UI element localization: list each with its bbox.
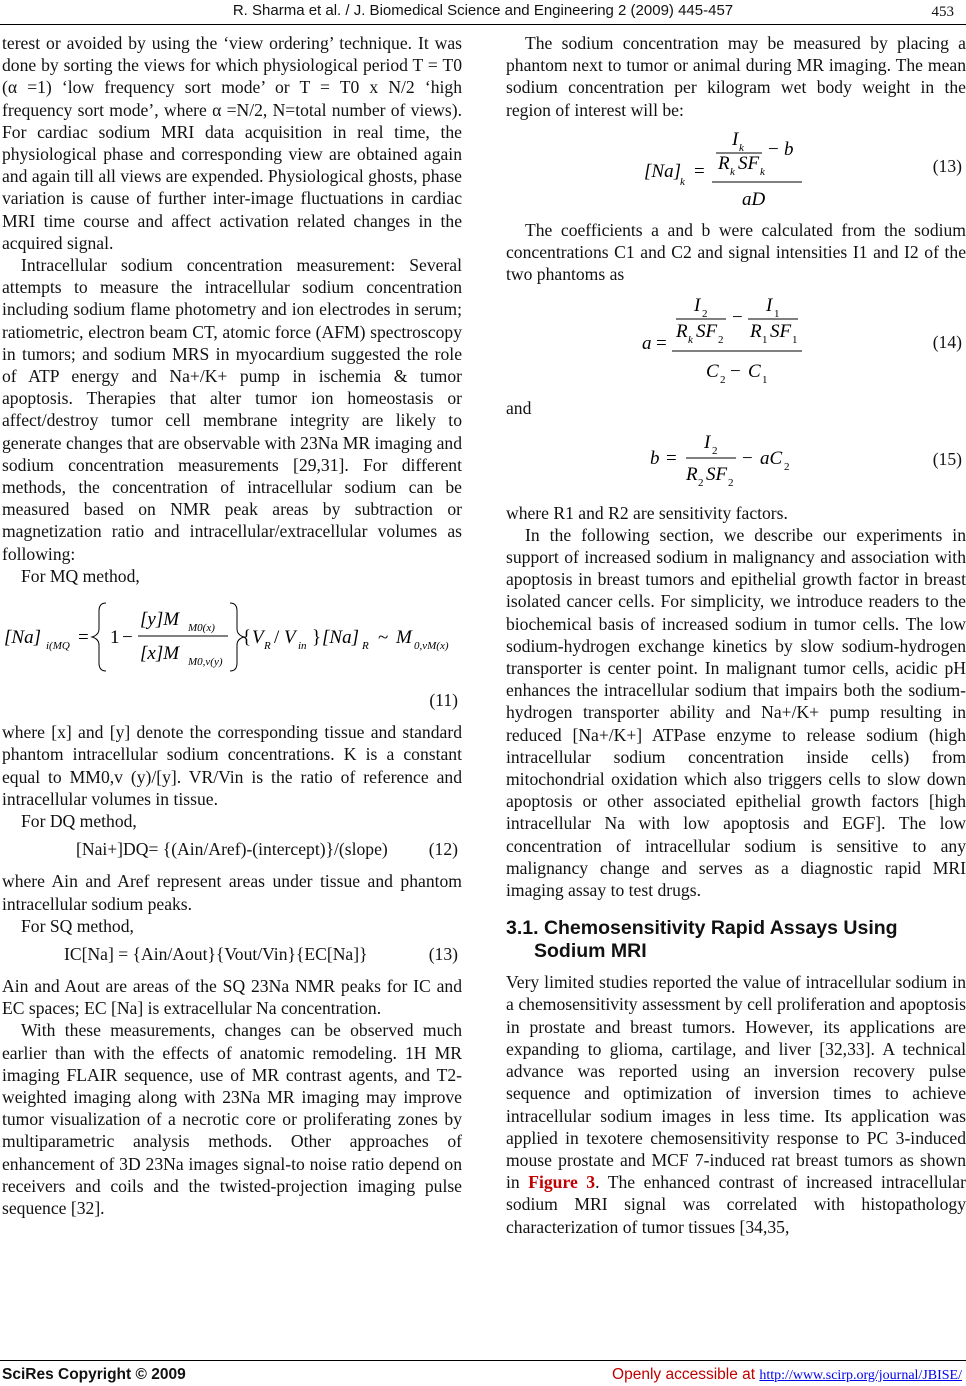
equation-11-number: (11) [429,690,458,711]
svg-text:}: } [312,627,322,649]
svg-text:2: 2 [720,374,726,387]
page-number: 453 [931,4,954,20]
equation-14-number: (14) [932,332,962,353]
equation-11 [2,595,462,681]
svg-text:I: I [704,431,711,453]
svg-text:R: R [686,463,698,485]
svg-text:−: − [732,307,743,329]
svg-text:=: = [78,627,89,649]
svg-text:SF: SF [770,321,792,343]
svg-text:k: k [730,165,735,178]
svg-text:I: I [732,128,739,150]
svg-text:1: 1 [774,308,780,321]
svg-text:aD: aD [742,188,766,210]
journal-url-link[interactable]: http://www.scirp.org/journal/JBISE/ [759,1368,962,1383]
right-paragraph-5-rest: . The enhanced contrast of increased intracellular sodium MRI signal was correlated with histopathology characterization of tumor tissues [34,35, [506,1172,966,1237]
and-label: and [506,398,532,419]
svg-text:[Na]: [Na] [644,160,681,182]
right-paragraph-5-text: Very limited studies reported the value of intracellular sodium in a chemosensitivity assessment by cell proliferation and apoptosis in prostate and breast tumors. However, its applications are expanding to glioma, cartilage, and liver [32,33]. A technical advance was reported using an inversion recovery pulse sequence and optimization of inversion times to achieve intracellular sodium images in less time. Its application was applied in texotere chemosensitivity response to PC 3-induced mouse prostate and MCF 7-induced rat breast tumors as shown in [506,972,966,1193]
right-paragraph-5 [506,971,966,1237]
mq-method-label: For MQ method, [21,565,140,586]
equation-12 [2,838,462,864]
left-paragraph-4: where Ain and Aref represent areas under tissue and phantom intracellular sodium peaks. [2,871,462,914]
svg-text:C: C [706,361,719,383]
svg-text:−: − [730,361,741,383]
svg-text:[y]M: [y]M [140,609,180,631]
left-paragraph-6: With these measurements, changes can be observed much earlier than with the effects of anatomic remodeling. 1H MR imaging FLAIR sequence, use of MR contrast agents, and T2-weighted imaging along with 23Na MR imaging may improve tumor visualization of a necrotic core or proliferating zones by multiparametric analysis methods. Other approaches of enhancement of 3D 23Na images signal-to noise ratio depend on receivers and coils and the twisted-projection imaging pulse sequence [32]. [2,1020,462,1218]
svg-text:SF: SF [706,463,728,485]
figure-3-link[interactable]: Figure 3 [528,1172,596,1193]
svg-text:0,vM(x): 0,vM(x) [414,640,449,653]
svg-text:R: R [676,321,688,343]
svg-text:=: = [666,447,677,469]
svg-text:k: k [739,141,744,154]
svg-text:/: / [274,627,280,649]
left-paragraph-3: where [x] and [y] denote the corresponding tissue and standard phantom intracellular sodium concentrations. K is a constant equal to MM0,v (y)/[y]. VR/Vin is the ratio of reference and intracellular volumes in tissue. [2,722,462,809]
equation-11-formula [2,595,462,681]
svg-text:[Na]: [Na] [322,627,359,649]
equation-12-text: [Nai+]DQ= {(Ain/Aref)-(intercept)}/(slope) [76,839,388,860]
svg-text:R: R [264,640,271,653]
svg-text:1: 1 [762,334,768,347]
open-access-label: Openly accessible at [612,1366,756,1383]
svg-text:R: R [362,640,369,653]
svg-text:2: 2 [728,476,734,489]
svg-text:a: a [642,333,652,355]
svg-text:−: − [742,447,753,469]
svg-text:2: 2 [698,476,704,489]
right-paragraph-2: The coefficients a and b were calculated from the sodium concentrations C1 and C2 and signal intensities I1 and I2 of the two phantoms as [506,219,966,285]
svg-text:[x]M: [x]M [140,643,180,665]
equation-13 [506,127,966,213]
svg-text:1: 1 [792,334,798,347]
svg-text:I: I [694,295,701,317]
svg-text:=: = [694,160,705,182]
equation-13b-text: IC[Na] = {Ain/Aout}{Vout/Vin}{EC[Na]} [64,943,368,964]
equation-13b-number: (13) [428,943,458,964]
equation-14-formula [506,293,906,389]
svg-text:{: { [242,627,252,649]
copyright-notice: SciRes Copyright © 2009 [2,1366,186,1383]
equation-12-number: (12) [428,839,458,860]
running-header [0,0,966,22]
svg-text:[Na]: [Na] [4,627,41,649]
svg-text:−: − [122,627,133,649]
dq-method-label: For DQ method, [21,811,137,832]
running-title: R. Sharma et al. / J. Biomedical Science and Engineering 2 (2009) 445-457 [232,2,734,19]
svg-text:I: I [766,295,773,317]
svg-text:SF: SF [738,152,760,174]
svg-text:V: V [252,627,264,649]
sq-method-label: For SQ method, [21,915,134,936]
svg-text:M0,v(y): M0,v(y) [188,656,223,669]
page-footer [0,1362,966,1386]
equation-14 [506,293,966,389]
section-title: 3.1. Chemosensitivity Rapid Assays Using Sodium MRI [506,917,898,963]
right-paragraph-1: The sodium concentration may be measured by placing a phantom next to tumor or animal during MR imaging. The mean sodium concentration per kilogram wet body weight in the region of interest will be: [506,33,966,120]
svg-text:−: − [768,138,779,160]
svg-text:V: V [284,627,296,649]
svg-text:b: b [650,447,660,469]
left-column [2,32,462,1219]
svg-text:R: R [750,321,762,343]
equation-13-number: (13) [932,155,962,176]
svg-text:2: 2 [712,444,718,457]
svg-text:2: 2 [718,334,724,347]
svg-text:i(MQ: i(MQ [46,640,70,653]
equation-15-number: (15) [932,448,962,469]
footer-rule [0,1360,966,1361]
right-column [506,32,966,1238]
svg-text:1: 1 [762,374,768,387]
equation-15-formula [506,428,906,494]
svg-text:C: C [748,361,761,383]
svg-text:k: k [760,165,765,178]
svg-text:aC: aC [760,447,783,469]
equation-15 [506,428,966,494]
svg-text:M: M [396,627,412,649]
svg-text:2: 2 [702,308,708,321]
equation-13b [2,943,462,969]
open-access-note [612,1366,962,1384]
left-paragraph-2: Intracellular sodium concentration measurement: Several attempts to measure the intracellular sodium concentration including sodium flame photometry and ion electrodes in serum; ratiometric, electron beam CT, atomic force (AFM) spectroscopy in tumors; and sodium MRS in myocardium suggested the role of ATP energy and Na+/K+ pump in ischemia & tumor apoptosis. Therapies that alter tumor ion homeostasis or affect/destroy tumor cell membrane integrity are likely to generate changes that are observable with 23Na MR imaging and sodium concentration measurements [29,31]. For different methods, the concentration of intracellular sodium can be measured based on NMR peak areas by subtraction or magnetization ratio and intracellular/extracellular volumes as following: [2,255,462,564]
svg-text:k: k [680,175,685,188]
svg-text:b: b [784,138,794,160]
equation-13-formula [506,127,906,213]
header-rule [0,24,966,25]
svg-text:=: = [656,333,667,355]
left-paragraph-5: Ain and Aout are areas of the SQ 23Na NMR peaks for IC and EC spaces; EC [Na] is extracellular Na concentration. [2,975,462,1019]
right-paragraph-4: In the following section, we describe our experiments in support of increased sodium in malignancy and association with apoptosis in breast tumors and epithelial growth factor in breast isolated cancer cells. For simplicity, we introduce readers to the biochemical basis of increased sodium in tumor cells. The low sodium-hydrogen exchange kinetics by slow sodium-hydrogen transporter is center point. In malignant tumor cells, acidic pH enhances the intracellular sodium that impairs both the sodium-hydrogen transporter ability and Na+/K+ pump resulting in reduced [Na+/K+] ATPase enzyme to release sodium (high intracellular sodium concentration inside cells) from mitochondrial oxidation which also triggers cells to slow down apoptosis or other associated epithelial growth factors [high intracellular Na with low apoptosis and EGF]. The low concentration of intracellular sodium is sensitive to any malignancy change and serves as a diagnostic rapid MRI imaging assay to test drugs. [506,524,966,901]
right-paragraph-3: where R1 and R2 are sensitivity factors. [506,502,788,523]
svg-text:R: R [718,152,730,174]
svg-text:1: 1 [110,627,120,649]
svg-text:in: in [298,640,307,653]
svg-text:M0(x): M0(x) [188,622,215,635]
svg-text:~: ~ [378,627,389,649]
left-paragraph-1: terest or avoided by using the ‘view ordering’ technique. It was done by sorting the views for which physiological period T = T0 (α =1) ‘low frequency sort mode’ or T = T0 x N/2 ‘high frequency sort mode’, where α =N/2, N=total number of views). For cardiac sodium MRI data acquisition in real time, the physiological phase and corresponding view are obtained again and again till all views are expended. Physiological ghosts, phase variation is cause of further inter-image fluctuations in cardiac MRI time course and affect activation related changes in the acquired signal. [2,33,462,253]
svg-text:2: 2 [784,460,790,473]
svg-text:SF: SF [696,321,718,343]
svg-text:k: k [688,334,693,347]
